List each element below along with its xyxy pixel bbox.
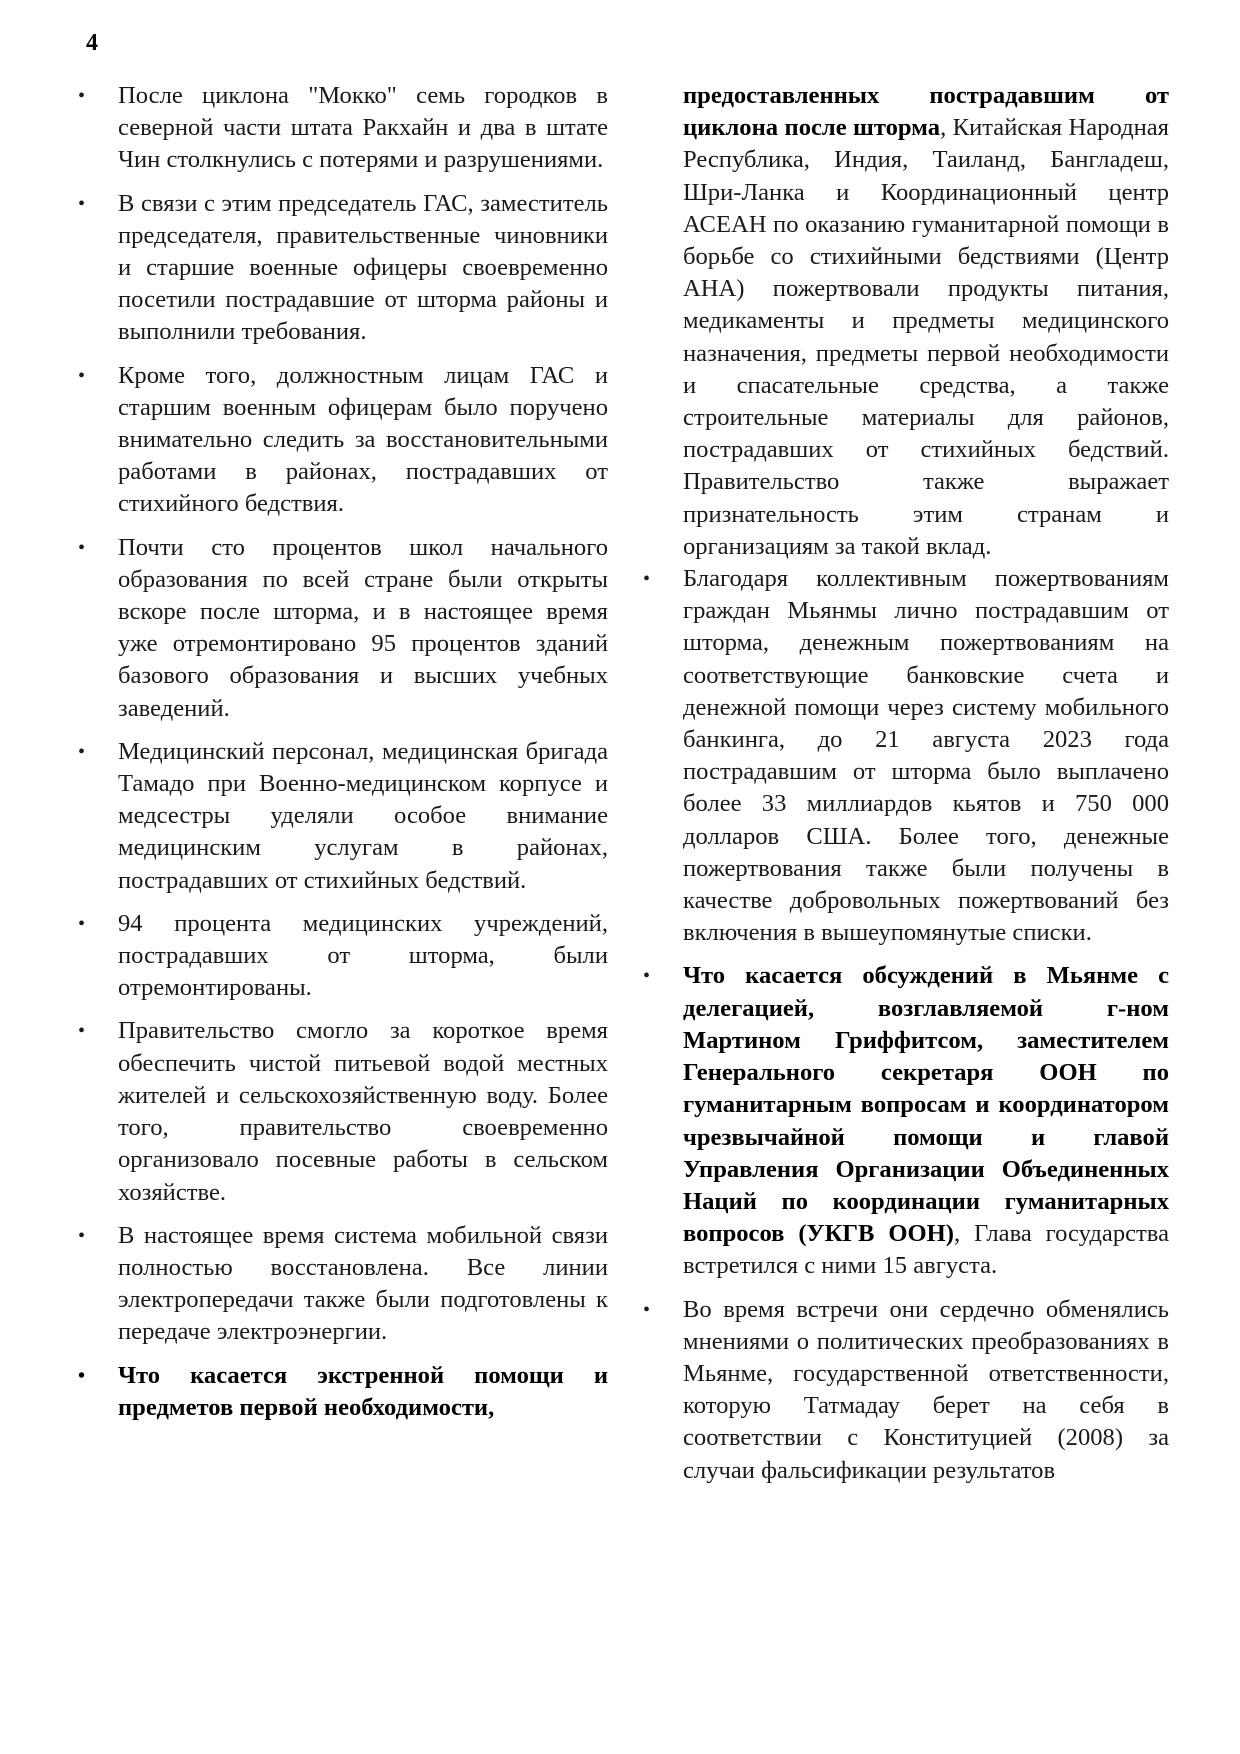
list-item: • В связи с этим председатель ГАС, заместитель председателя, правительственные чиновники и старшие военные офицеры своевременно посетили пострадавшие от шторма районы и выполнили требования. bbox=[78, 188, 608, 349]
left-column bbox=[78, 80, 608, 1435]
list-item: • Почти сто процентов школ начального образования по всей стране были открыты вскоре после шторма, и в настоящее время уже отремонтировано 95 процентов зданий базового образования и высших учебных заведений. bbox=[78, 532, 608, 725]
list-item: • Правительство смогло за короткое время обеспечить чистой питьевой водой местных жителей и сельскохозяйственную воду. Более того, правительство своевременно организовало посевные работы в сельском хозяйстве. bbox=[78, 1015, 608, 1208]
list-item: • 94 процента медицинских учреждений, пострадавших от шторма, были отремонтированы. bbox=[78, 908, 608, 1005]
list-item-emergency-aid: • Что касается экстренной помощи и предметов первой необходимости, bbox=[78, 1360, 608, 1424]
right-column bbox=[643, 80, 1169, 1498]
list-item: • Благодаря коллективным пожертвованиям граждан Мьянмы лично пострадавшим от шторма, денежным пожертвованиям на соответствующие банковские счета и денежной помощи через систему мобильного банкинга, до 21 августа 2023 года пострадавшим от шторма было выплачено более 33 миллиардов кьятов и 750 000 долларов США. Более того, денежные пожертвования также были получены в качестве добровольных пожертвований без включения в вышеупомянутые списки. bbox=[643, 563, 1169, 949]
list-item: • После циклона "Мокко" семь городков в северной части штата Ракхайн и два в штате Чин столкнулись с потерями и разрушениями. bbox=[78, 80, 608, 177]
list-item: • Кроме того, должностным лицам ГАС и старшим военным офицерам было поручено внимательно следить за восстановительными работами в районах, пострадавших от стихийного бедствия. bbox=[78, 360, 608, 521]
list-item bbox=[643, 960, 1169, 1282]
continued-bold-text: предоставленных пострадавшим от циклона после шторма bbox=[683, 82, 1169, 142]
page-number: 4 bbox=[86, 30, 98, 56]
right-bullet-list bbox=[643, 563, 1169, 1487]
delegation-bold-text: Что касается обсуждений в Мьянме с делегацией, возглавляемой г-ном Мартином Гриффитсом, заместителем Генерального секретаря ООН по гуманитарным вопросам и координатором чрезвычайной помощи и главой Управления Организации Объединенных Наций по координации гуманитарных вопросов (УКГВ ООН) bbox=[683, 962, 1169, 1248]
continued-paragraph bbox=[643, 80, 1169, 563]
continued-text: , Китайская Народная Республика, Индия, Таиланд, Бангладеш, Шри-Ланка и Координационный центр АСЕАН по оказанию гуманитарной помощи в борьбе со стихийными бедствиями (Центр АНА) пожертвовали продукты питания, медикаменты и предметы медицинского назначения, предметы первой необходимости и спасательные средства, а также строительные материалы для районов, пострадавших от стихийных бедствий. Правительство также выражает признательность этим странам и организациям за такой вклад. bbox=[683, 114, 1169, 560]
delegation-text: , Глава государства встретился с ними 15 августа. bbox=[683, 1220, 1169, 1280]
list-item: • Во время встречи они сердечно обменялись мнениями о политических преобразованиях в Мьянме, государственной ответственности, которую Татмадау берет на себя в соответствии с Конституцией (2008) за случаи фальсификации результатов bbox=[643, 1294, 1169, 1487]
list-item: • В настоящее время система мобильной связи полностью восстановлена. Все линии электропередачи также были подготовлены к передаче электроэнергии. bbox=[78, 1220, 608, 1349]
list-item: • Медицинский персонал, медицинская бригада Тамадо при Военно-медицинском корпусе и медсестры уделяли особое внимание медицинским услугам в районах, пострадавших от стихийных бедствий. bbox=[78, 736, 608, 897]
left-bullet-list bbox=[78, 80, 608, 1424]
